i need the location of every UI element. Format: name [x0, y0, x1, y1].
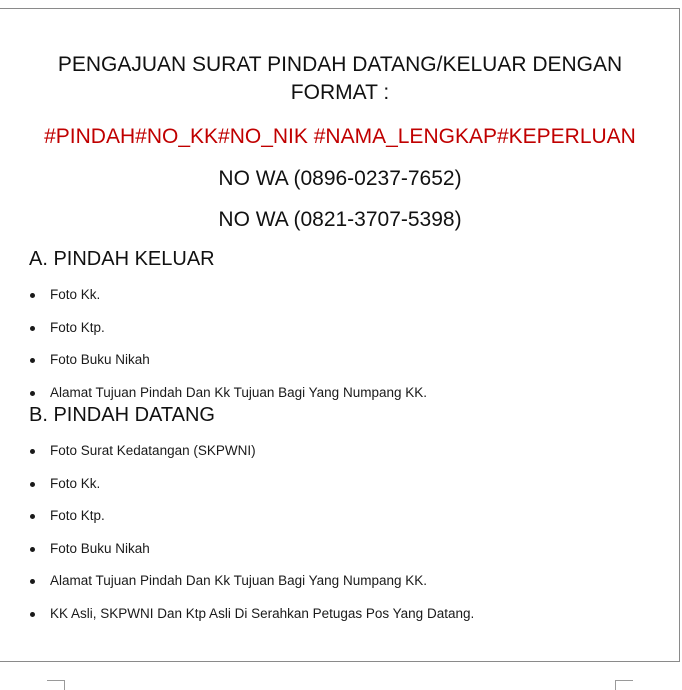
bullet-icon	[30, 612, 35, 617]
bullet-icon	[30, 449, 35, 454]
page-corner-marker-left	[47, 680, 65, 690]
bullet-icon	[30, 514, 35, 519]
list-item-text: Foto Ktp.	[50, 319, 105, 335]
list-item-text: Foto Ktp.	[50, 508, 105, 523]
list-item	[28, 507, 474, 525]
list-item-text: Alamat Tujuan Pindah Dan Kk Tujuan Bagi Yang Numpang KK.	[50, 573, 427, 588]
bullet-icon	[30, 547, 35, 552]
bullet-icon	[30, 358, 35, 363]
bullet-icon	[30, 293, 35, 298]
bullet-icon	[30, 326, 35, 331]
list-item	[28, 605, 474, 623]
bullet-icon	[30, 391, 35, 396]
list-item	[28, 572, 474, 590]
document-title: PENGAJUAN SURAT PINDAH DATANG/KELUAR DENGAN FORMAT :	[57, 53, 623, 104]
page-corner-marker-right	[615, 680, 633, 690]
list-item	[28, 351, 427, 369]
section-b-title: B. PINDAH DATANG	[29, 404, 215, 426]
whatsapp-number-2: NO WA (0821-3707-5398)	[218, 208, 462, 231]
list-item	[28, 384, 427, 402]
section-b-list	[28, 442, 474, 637]
list-item	[28, 286, 427, 304]
list-item	[28, 319, 427, 337]
format-line: #PINDAH#NO_KK#NO_NIK #NAMA_LENGKAP#KEPERLUAN	[44, 125, 636, 148]
list-item-text: Foto Kk.	[50, 475, 101, 491]
section-a-list	[28, 286, 427, 416]
whatsapp-number-1: NO WA (0896-0237-7652)	[218, 167, 462, 190]
bullet-icon	[30, 579, 35, 584]
list-item	[28, 540, 474, 558]
list-item	[28, 442, 474, 460]
list-item-text: KK Asli, SKPWNI Dan Ktp Asli Di Serahkan Petugas Pos Yang Datang.	[50, 605, 475, 621]
document-page	[0, 8, 680, 662]
list-item-text: Foto Buku Nikah	[50, 540, 150, 556]
list-item-text: Foto Buku Nikah	[50, 352, 150, 367]
bullet-icon	[30, 482, 35, 487]
list-item-text: Foto Surat Kedatangan (SKPWNI)	[50, 443, 256, 458]
list-item-text: Alamat Tujuan Pindah Dan Kk Tujuan Bagi Yang Numpang KK.	[50, 384, 427, 400]
list-item-text: Foto Kk.	[50, 287, 101, 302]
section-a-title: A. PINDAH KELUAR	[29, 248, 215, 270]
list-item	[28, 475, 474, 493]
